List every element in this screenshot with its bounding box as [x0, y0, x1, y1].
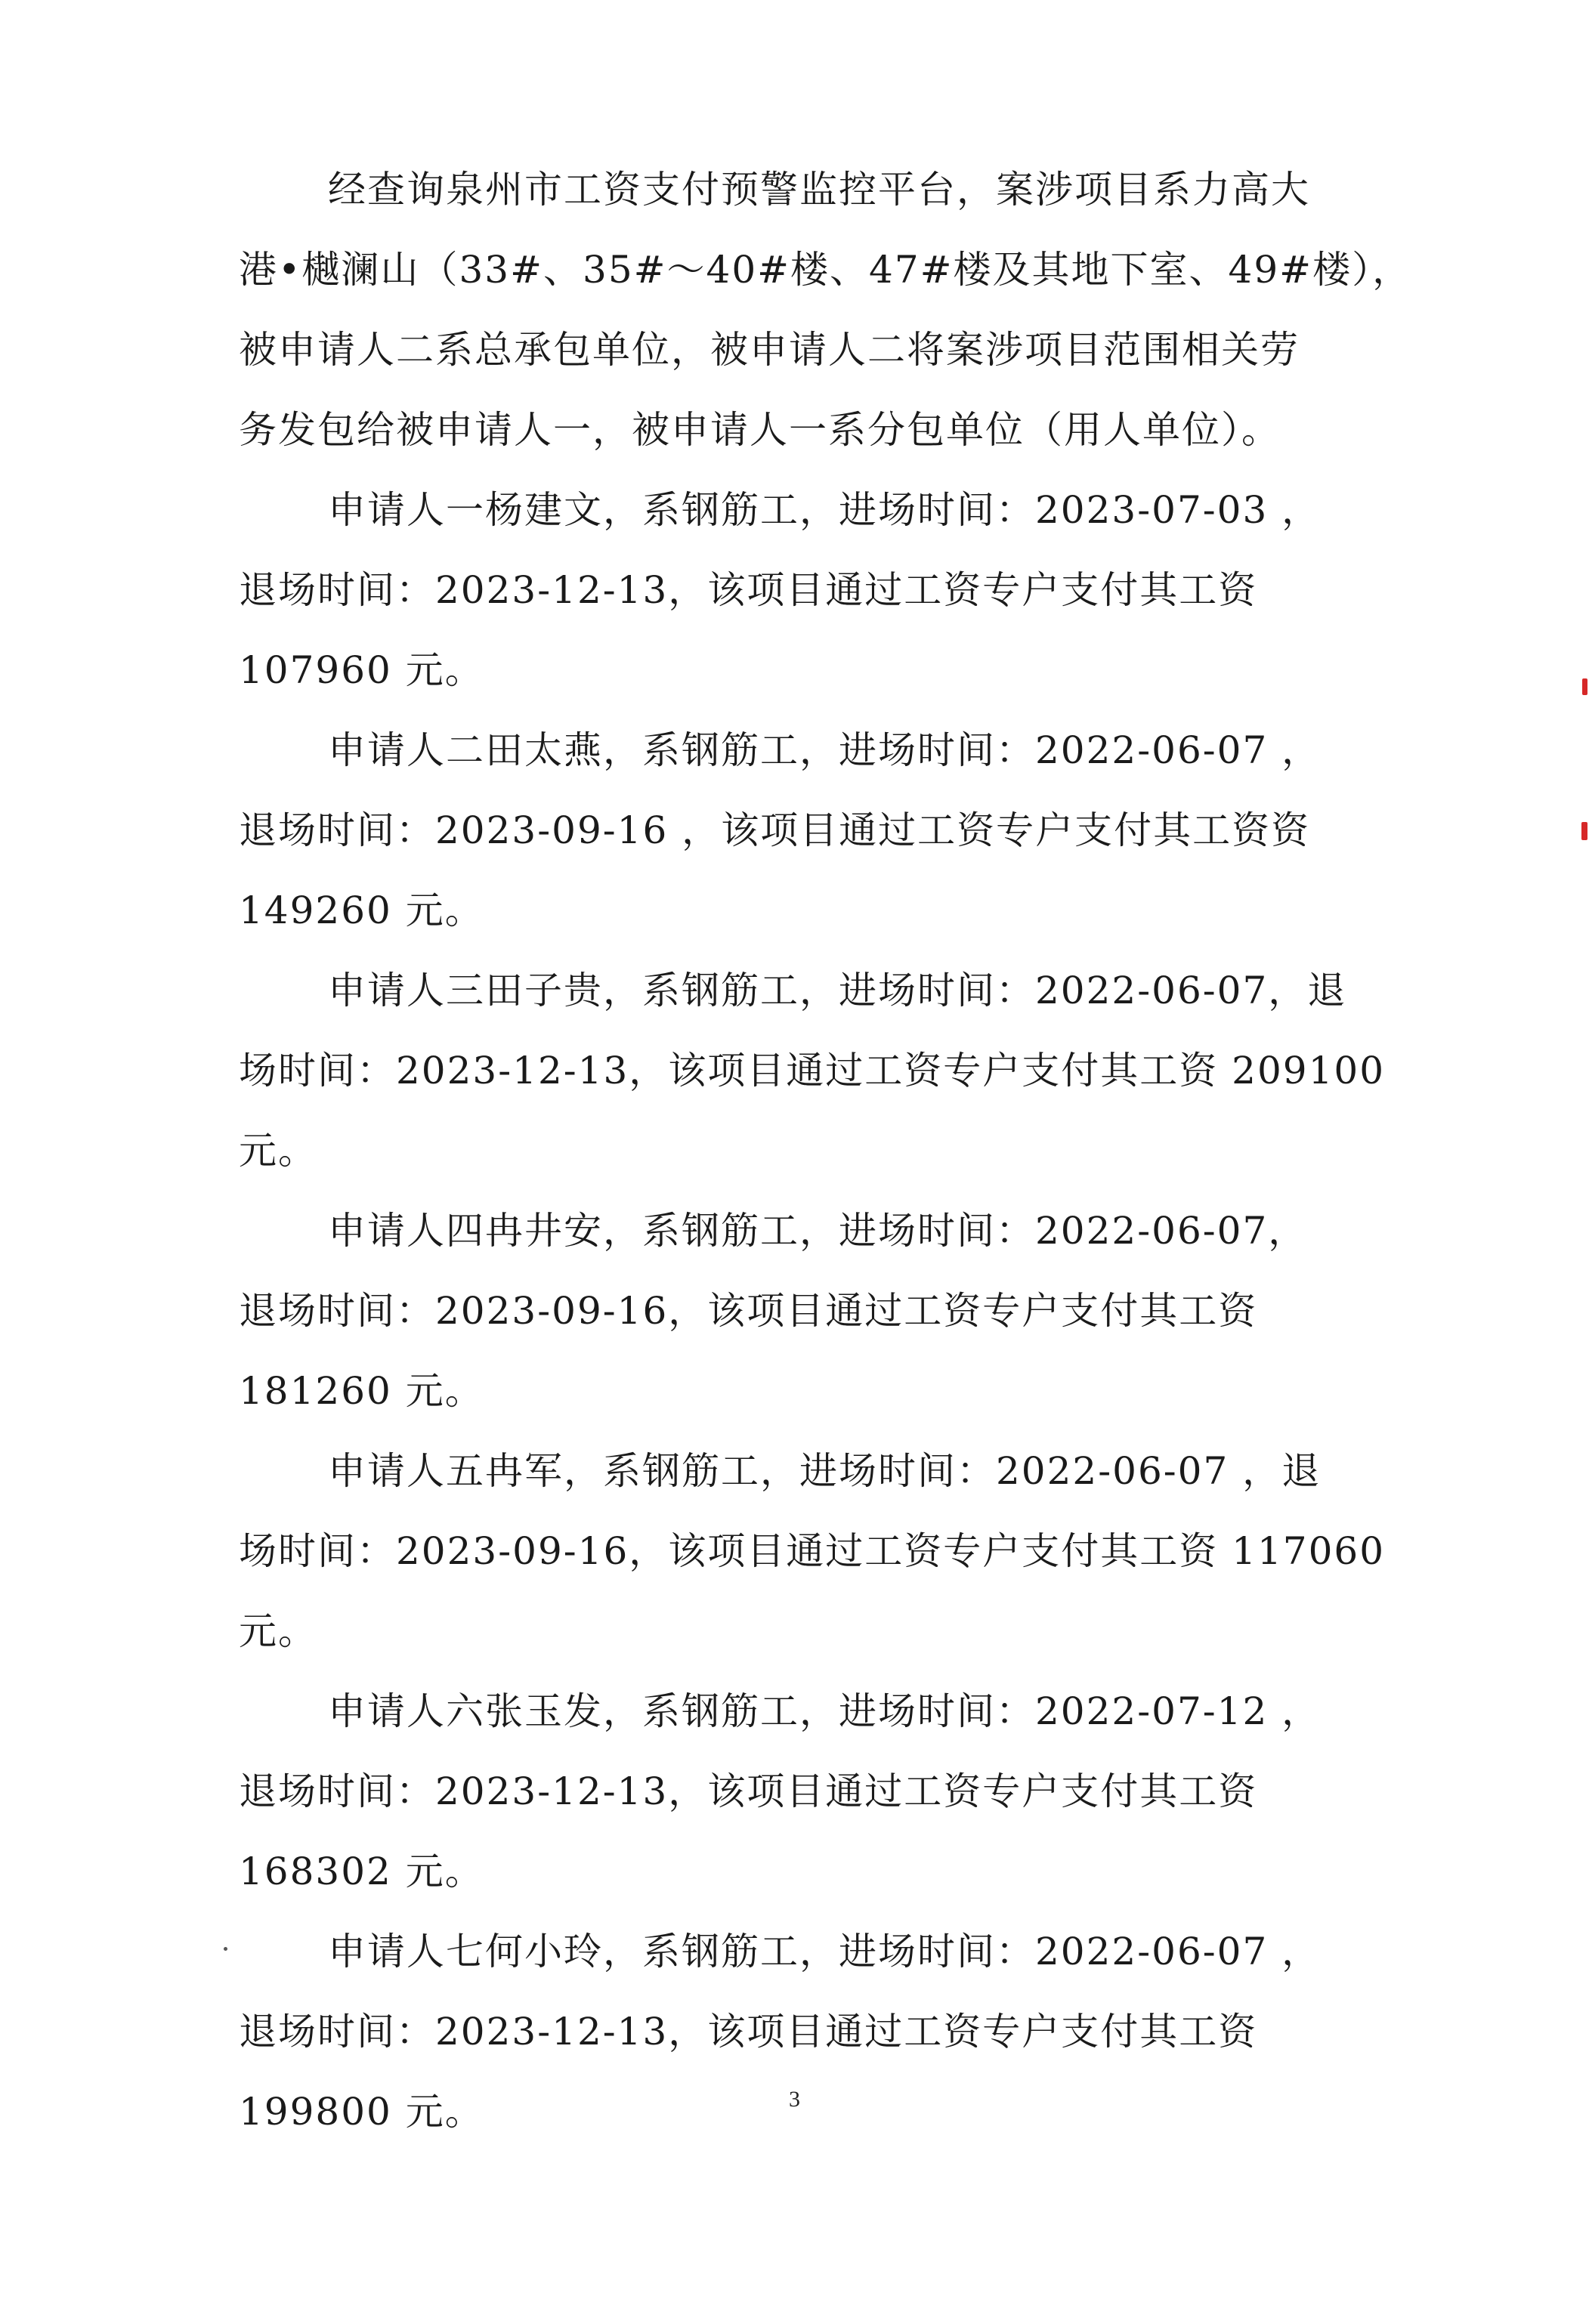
paragraph-line: 199800 元。: [239, 2090, 484, 2134]
red-seal-edge-mark: [1582, 678, 1587, 695]
paragraph-line: 168302 元。: [239, 1850, 484, 1893]
paragraph-line: 场时间：2023-12-13，该项目通过工资专户支付其工资 209100: [239, 1049, 1386, 1092]
paragraph-line: 务发包给被申请人一，被申请人一系分包单位（用人单位）。: [239, 408, 1281, 452]
paragraph-line: 元。: [239, 1129, 317, 1173]
paragraph-line: 申请人六张玉发，系钢筋工，进场时间：2022-07-12 ，: [328, 1689, 1322, 1733]
paragraph-line: 申请人四冉井安，系钢筋工，进场时间：2022-06-07，: [328, 1209, 1308, 1253]
red-seal-edge-mark: [1581, 822, 1587, 840]
paragraph-line: 元。: [239, 1609, 317, 1653]
page-number: 3: [789, 2087, 800, 2112]
paragraph-line: 申请人二田太燕，系钢筋工，进场时间：2022-06-07 ，: [328, 728, 1322, 772]
paragraph-line: 退场时间：2023-09-16 ，该项目通过工资专户支付其工资资: [239, 808, 1311, 852]
paragraph-line: 申请人三田子贵，系钢筋工，进场时间：2022-06-07，退: [328, 969, 1347, 1012]
paragraph-line: 被申请人二系总承包单位，被申请人二将案涉项目范围相关劳: [239, 328, 1300, 372]
paragraph-line: 港•樾澜山（33#、35#～40#楼、47#楼及其地下室、49#楼），: [239, 248, 1412, 292]
paragraph-line: 退场时间：2023-09-16，该项目通过工资专户支付其工资: [239, 1289, 1258, 1333]
paragraph-line: 场时间：2023-09-16，该项目通过工资专户支付其工资 117060: [239, 1529, 1386, 1573]
paragraph-line: 退场时间：2023-12-13，该项目通过工资专户支付其工资: [239, 568, 1258, 612]
paragraph-line: 149260 元。: [239, 888, 484, 932]
paragraph-line: 经查询泉州市工资支付预警监控平台，案涉项目系力高大: [328, 168, 1310, 212]
paragraph-line: 退场时间：2023-12-13，该项目通过工资专户支付其工资: [239, 2010, 1258, 2054]
scan-speck: [224, 1947, 227, 1951]
paragraph-line: 申请人一杨建文，系钢筋工，进场时间：2023-07-03 ，: [328, 488, 1322, 532]
paragraph-line: 107960 元。: [239, 648, 484, 692]
paragraph-line: 退场时间：2023-12-13，该项目通过工资专户支付其工资: [239, 1769, 1258, 1813]
paragraph-line: 181260 元。: [239, 1369, 484, 1413]
paragraph-line: 申请人五冉军，系钢筋工，进场时间：2022-06-07 ，退: [328, 1449, 1322, 1493]
paragraph-line: 申请人七何小玲，系钢筋工，进场时间：2022-06-07 ，: [328, 1930, 1322, 1973]
